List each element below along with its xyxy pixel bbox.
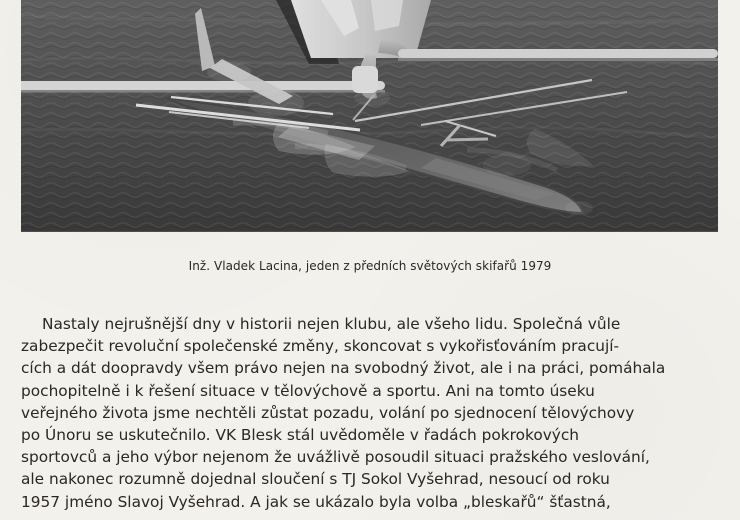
article-line: sportovců a jeho výbor nejenom že uvážlivě posoudil situaci pražského veslování, [21,448,650,467]
rowing-photo [21,0,718,232]
article-line: zabezpečit revoluční společenské změny, skoncovat s vykořisťováním pracují- [21,337,620,356]
article-line: ale nakonec rozumně dojednal sloučení s TJ Sokol Vyšehrad, nesoucí od roku [21,470,610,489]
article-line: veřejného života jsme nechtěli zůstat pozadu, volání po sjednocení tělovýchovy [21,403,635,422]
photo-caption: Inž. Vladek Lacina, jeden z předních světových skifařů 1979 [188,259,552,273]
rowing-photo-illustration [21,0,718,231]
article-body [21,313,718,513]
article-line: Nastaly nejrušnější dny v historii nejen klubu, ale všeho lidu. Společná vůle [42,315,621,333]
article-line: cích a dát doopravdy všem právo nejen na svobodný život, ale i na práci, pomáhala [21,359,666,378]
article-line: 1957 jméno Slavoj Vyšehrad. A jak se ukázalo byla volba „bleskařů“ šťastná, [21,492,611,511]
article-line: pochopitelně i k řešení situace v tělovýchově a sportu. Ani na tomto úseku [21,381,595,400]
article-line: po Únoru se uskutečnilo. VK Blesk stál uvědoměle v řadách pokrokových [21,426,580,445]
